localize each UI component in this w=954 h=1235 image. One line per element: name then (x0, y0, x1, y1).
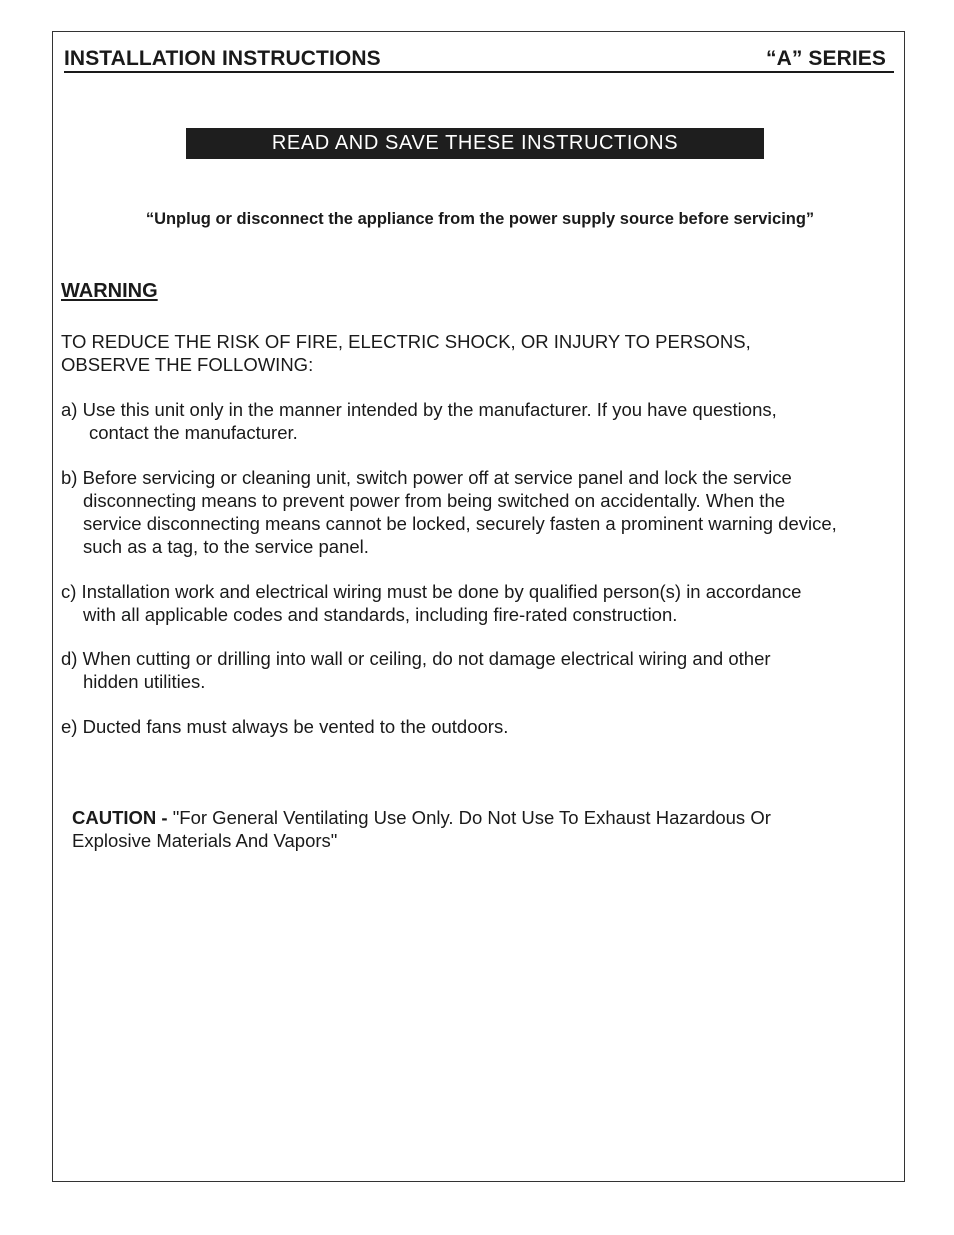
unplug-notice (0, 208, 954, 230)
header-title: INSTALLATION INSTRUCTIONS (64, 47, 381, 70)
warning-item-line: disconnecting means to prevent power from being switched on accidentally. When the (83, 490, 786, 511)
warning-item-line: service disconnecting means cannot be locked, securely fasten a prominent warning device, (83, 513, 837, 534)
page-header (64, 46, 894, 73)
header-series: “A” SERIES (765, 47, 886, 70)
unplug-notice-text: “Unplug or disconnect the appliance from the power supply source before servicing” (145, 210, 815, 228)
warning-item-line: contact the manufacturer. (89, 422, 298, 443)
warning-item-c (61, 580, 911, 626)
caution-notice (72, 806, 872, 852)
warning-item-line: hidden utilities. (83, 671, 206, 692)
warning-item-d (61, 647, 911, 693)
warning-item-a (61, 398, 911, 444)
caution-text: "For General Ventilating Use Only. Do Not Use To Exhaust Hazardous Or (172, 807, 771, 828)
warning-intro (61, 330, 861, 376)
caution-label: CAUTION - (72, 807, 173, 828)
warning-heading: WARNING (61, 280, 158, 302)
warning-intro-line: OBSERVE THE FOLLOWING: (61, 354, 314, 375)
warning-item-line: c) Installation work and electrical wiring must be done by qualified person(s) in accordance (61, 581, 802, 602)
warning-item-b (61, 466, 911, 558)
warning-item-line: a) Use this unit only in the manner intended by the manufacturer. If you have questions, (61, 399, 777, 420)
warning-item-line: e) Ducted fans must always be vented to the outdoors. (61, 716, 509, 737)
warning-item-line: with all applicable codes and standards, including fire-rated construction. (83, 604, 678, 625)
warning-item-line: d) When cutting or drilling into wall or ceiling, do not damage electrical wiring and other (61, 648, 771, 669)
caution-line (72, 806, 872, 829)
warning-intro-line: TO REDUCE THE RISK OF FIRE, ELECTRIC SHOCK, OR INJURY TO PERSONS, (61, 331, 751, 352)
warning-item-line: such as a tag, to the service panel. (83, 536, 369, 557)
warning-item-line: b) Before servicing or cleaning unit, switch power off at service panel and lock the service (61, 467, 792, 488)
warning-item-e (61, 715, 911, 738)
caution-line: Explosive Materials And Vapors" (72, 830, 338, 851)
read-and-save-banner: READ AND SAVE THESE INSTRUCTIONS (186, 128, 764, 159)
